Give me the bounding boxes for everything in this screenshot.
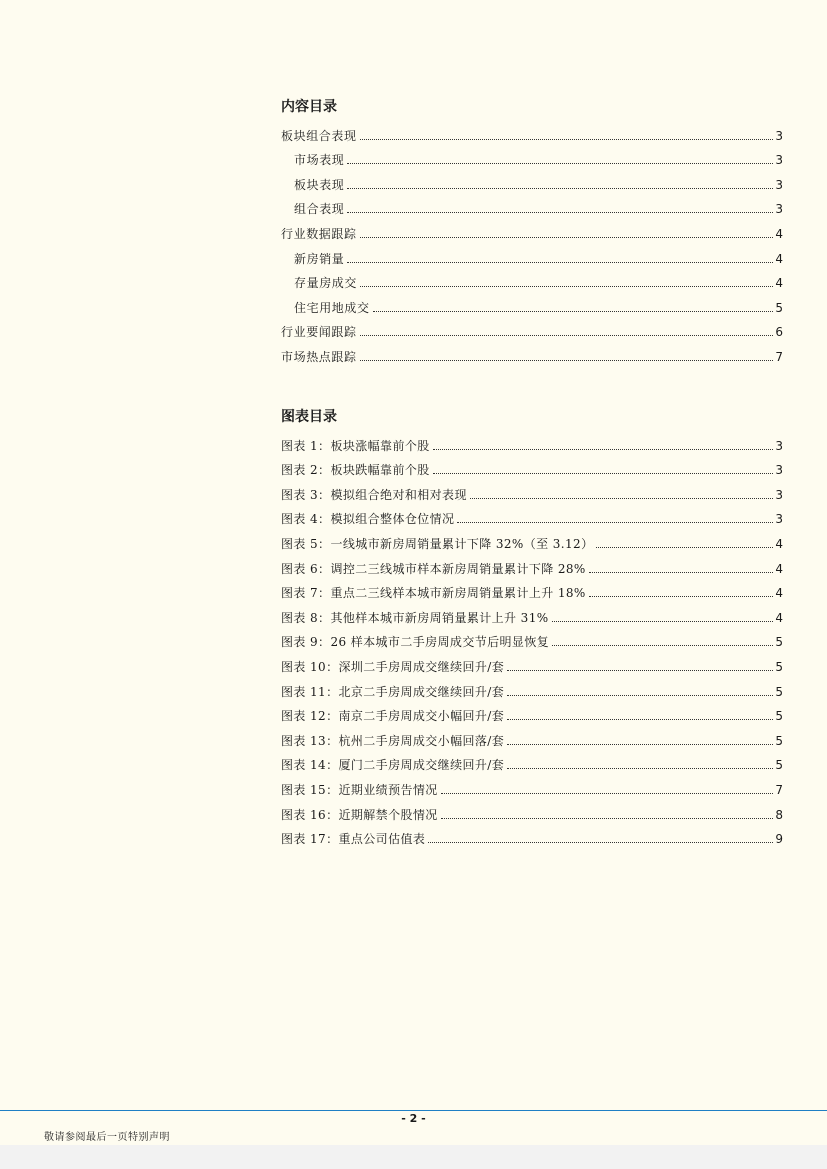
figure-entry[interactable] xyxy=(281,650,783,675)
toc-entry-page: 4 xyxy=(775,226,783,241)
toc-entry-page: 4 xyxy=(775,251,783,266)
dot-leader xyxy=(347,211,773,213)
figure-entry[interactable] xyxy=(281,429,783,454)
dot-leader xyxy=(428,841,773,843)
toc-entry-label: 板块组合表现 xyxy=(281,128,357,143)
toc-entry[interactable] xyxy=(281,144,783,169)
figure-entry[interactable] xyxy=(281,798,783,823)
toc-list xyxy=(281,119,783,365)
figure-entry[interactable] xyxy=(281,527,783,552)
figure-entry-label: 图表 12：南京二手房周成交小幅回升/套 xyxy=(281,709,505,724)
figure-entry-page: 4 xyxy=(775,561,783,576)
dot-leader xyxy=(433,448,774,450)
dot-leader xyxy=(552,620,774,622)
dot-leader xyxy=(347,261,773,263)
dot-leader xyxy=(347,187,773,189)
figures-section xyxy=(281,406,783,847)
dot-leader xyxy=(507,669,773,671)
toc-entry[interactable] xyxy=(281,316,783,341)
figure-entry-label: 图表 11：北京二手房周成交继续回升/套 xyxy=(281,684,505,699)
dot-leader xyxy=(441,792,774,794)
figure-entry-label: 图表 16：近期解禁个股情况 xyxy=(281,807,438,822)
figure-entry-label: 图表 2：板块跌幅靠前个股 xyxy=(281,463,430,478)
figure-entry[interactable] xyxy=(281,773,783,798)
figure-entry-page: 5 xyxy=(775,758,783,773)
figure-entry-label: 图表 1：板块涨幅靠前个股 xyxy=(281,438,430,453)
dot-leader xyxy=(433,472,774,474)
figure-entry-page: 5 xyxy=(775,709,783,724)
dot-leader xyxy=(457,521,773,523)
figure-entry[interactable] xyxy=(281,823,783,848)
figure-entry-label: 图表 7：重点二三线样本城市新房周销量累计上升 18% xyxy=(281,586,586,601)
figure-entry-label: 图表 4：模拟组合整体仓位情况 xyxy=(281,512,455,527)
figure-entry[interactable] xyxy=(281,601,783,626)
figure-entry[interactable] xyxy=(281,724,783,749)
figure-entry-page: 3 xyxy=(775,487,783,502)
dot-leader xyxy=(507,767,773,769)
figures-list xyxy=(281,429,783,847)
figure-entry-page: 9 xyxy=(775,832,783,847)
toc-entry[interactable] xyxy=(281,291,783,316)
figure-entry[interactable] xyxy=(281,749,783,774)
dot-leader xyxy=(360,138,774,140)
toc-entry[interactable] xyxy=(281,119,783,144)
dot-leader xyxy=(552,644,773,646)
figure-entry[interactable] xyxy=(281,626,783,651)
figures-title: 图表目录 xyxy=(281,409,337,425)
figure-entry[interactable] xyxy=(281,552,783,577)
figure-entry-label: 图表 14：厦门二手房周成交继续回升/套 xyxy=(281,758,505,773)
figure-entry-page: 5 xyxy=(775,635,783,650)
dot-leader xyxy=(589,571,774,573)
toc-entry-page: 3 xyxy=(775,153,783,168)
toc-section xyxy=(281,96,783,365)
figure-entry-page: 7 xyxy=(775,782,783,797)
figure-entry[interactable] xyxy=(281,577,783,602)
figure-entry-label: 图表 8：其他样本城市新房周销量累计上升 31% xyxy=(281,610,549,625)
dot-leader xyxy=(441,817,774,819)
figure-entry-label: 图表 15：近期业绩预告情况 xyxy=(281,782,438,797)
toc-entry-page: 3 xyxy=(775,128,783,143)
figure-entry[interactable] xyxy=(281,503,783,528)
figure-entry-label: 图表 9：26 样本城市二手房周成交节后明显恢复 xyxy=(281,635,550,650)
toc-entry[interactable] xyxy=(281,267,783,292)
figure-entry[interactable] xyxy=(281,700,783,725)
figure-entry[interactable] xyxy=(281,454,783,479)
toc-entry-page: 6 xyxy=(775,325,783,340)
figure-entry-page: 4 xyxy=(775,586,783,601)
toc-entry[interactable] xyxy=(281,217,783,242)
figure-entry-page: 5 xyxy=(775,659,783,674)
toc-entry-label: 板块表现 xyxy=(294,177,345,192)
toc-entry-page: 3 xyxy=(775,202,783,217)
figure-entry[interactable] xyxy=(281,675,783,700)
toc-entry-label: 市场热点跟踪 xyxy=(281,349,357,364)
figure-entry-label: 图表 5：一线城市新房周销量累计下降 32%（至 3.12） xyxy=(281,536,594,551)
toc-entry[interactable] xyxy=(281,242,783,267)
figure-entry-page: 8 xyxy=(775,807,783,822)
toc-entry-label: 组合表现 xyxy=(294,202,345,217)
dot-leader xyxy=(507,718,773,720)
dot-leader xyxy=(347,162,773,164)
dot-leader xyxy=(589,595,774,597)
toc-entry-label: 行业数据跟踪 xyxy=(281,226,357,241)
dot-leader xyxy=(507,743,773,745)
page-number: - 2 - xyxy=(401,1112,426,1125)
toc-entry-label: 存量房成交 xyxy=(294,276,358,291)
figure-entry-page: 5 xyxy=(775,733,783,748)
toc-entry-page: 5 xyxy=(775,300,783,315)
dot-leader xyxy=(596,546,773,548)
figure-entry-label: 图表 3：模拟组合绝对和相对表现 xyxy=(281,487,467,502)
figure-entry[interactable] xyxy=(281,478,783,503)
dot-leader xyxy=(360,236,774,238)
figure-entry-page: 4 xyxy=(775,536,783,551)
toc-entry-page: 3 xyxy=(775,177,783,192)
dot-leader xyxy=(470,497,774,499)
toc-entry[interactable] xyxy=(281,340,783,365)
figure-entry-page: 3 xyxy=(775,438,783,453)
dot-leader xyxy=(373,310,774,312)
figure-entry-label: 图表 10：深圳二手房周成交继续回升/套 xyxy=(281,659,505,674)
toc-entry[interactable] xyxy=(281,193,783,218)
toc-entry-label: 住宅用地成交 xyxy=(294,300,370,315)
toc-entry[interactable] xyxy=(281,168,783,193)
figure-entry-label: 图表 6：调控二三线城市样本新房周销量累计下降 28% xyxy=(281,561,586,576)
toc-entry-label: 行业要闻跟踪 xyxy=(281,325,357,340)
toc-entry-page: 4 xyxy=(775,276,783,291)
figure-entry-label: 图表 13：杭州二手房周成交小幅回落/套 xyxy=(281,733,505,748)
toc-entry-label: 新房销量 xyxy=(294,251,345,266)
figure-entry-page: 4 xyxy=(775,610,783,625)
dot-leader xyxy=(360,285,773,287)
toc-entry-page: 7 xyxy=(775,349,783,364)
figure-entry-label: 图表 17：重点公司估值表 xyxy=(281,832,426,847)
toc-title: 内容目录 xyxy=(281,99,337,115)
footer-disclaimer: 敬请参阅最后一页特别声明 xyxy=(44,1132,170,1143)
figure-entry-page: 3 xyxy=(775,512,783,527)
dot-leader xyxy=(360,334,774,336)
dot-leader xyxy=(360,359,774,361)
bottom-margin xyxy=(0,1145,827,1169)
dot-leader xyxy=(507,694,773,696)
toc-entry-label: 市场表现 xyxy=(294,153,345,168)
figure-entry-page: 3 xyxy=(775,463,783,478)
footer-divider xyxy=(0,1110,827,1111)
figure-entry-page: 5 xyxy=(775,684,783,699)
